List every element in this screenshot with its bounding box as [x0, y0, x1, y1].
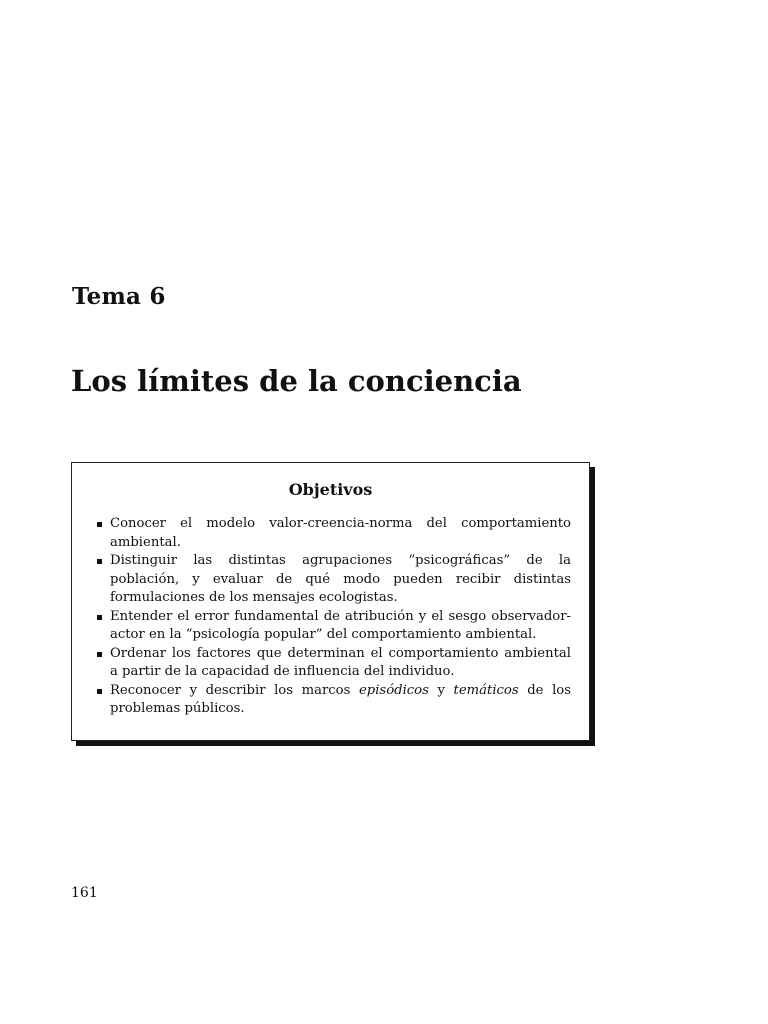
objective-item — [110, 645, 571, 682]
chapter-label: Tema 6 — [72, 283, 166, 310]
objective-emphasis-episodic: episódicos — [358, 682, 429, 698]
objective-item — [110, 608, 571, 645]
objective-emphasis-thematic: temáticos — [453, 682, 519, 698]
page-number: 161 — [71, 885, 98, 901]
objective-text-before: Reconocer y describir los marcos — [110, 682, 359, 698]
bullet-icon — [97, 559, 102, 564]
objective-item — [110, 682, 571, 719]
bullet-icon — [97, 615, 102, 620]
objective-text: Conocer el modelo valor-creencia-norma del comportamiento ambiental. — [110, 516, 571, 550]
objective-text-mid: y — [428, 682, 454, 698]
objective-text: Distinguir las distintas agrupaciones “psicográficas” de la población, y evaluar de qué modo pueden recibir distintas formulaciones de los mensajes ecologistas. — [110, 553, 571, 605]
chapter-title: Los límites de la conciencia — [71, 364, 522, 398]
objective-text: Ordenar los factores que determinan el comportamiento ambiental a partir de la capacidad de influencia del individuo. — [110, 645, 571, 679]
objective-item — [110, 515, 571, 552]
objective-text-after: de los problemas públicos. — [110, 682, 571, 716]
bullet-icon — [97, 522, 102, 527]
objectives-heading: Objetivos — [288, 480, 373, 499]
bullet-icon — [97, 689, 102, 694]
objective-text: Entender el error fundamental de atribución y el sesgo observador-actor en la “psicología popular” del comportamiento ambiental. — [110, 608, 571, 642]
bullet-icon — [97, 652, 102, 657]
objectives-list — [110, 515, 571, 719]
objective-item — [110, 552, 571, 608]
objectives-box — [71, 462, 590, 741]
